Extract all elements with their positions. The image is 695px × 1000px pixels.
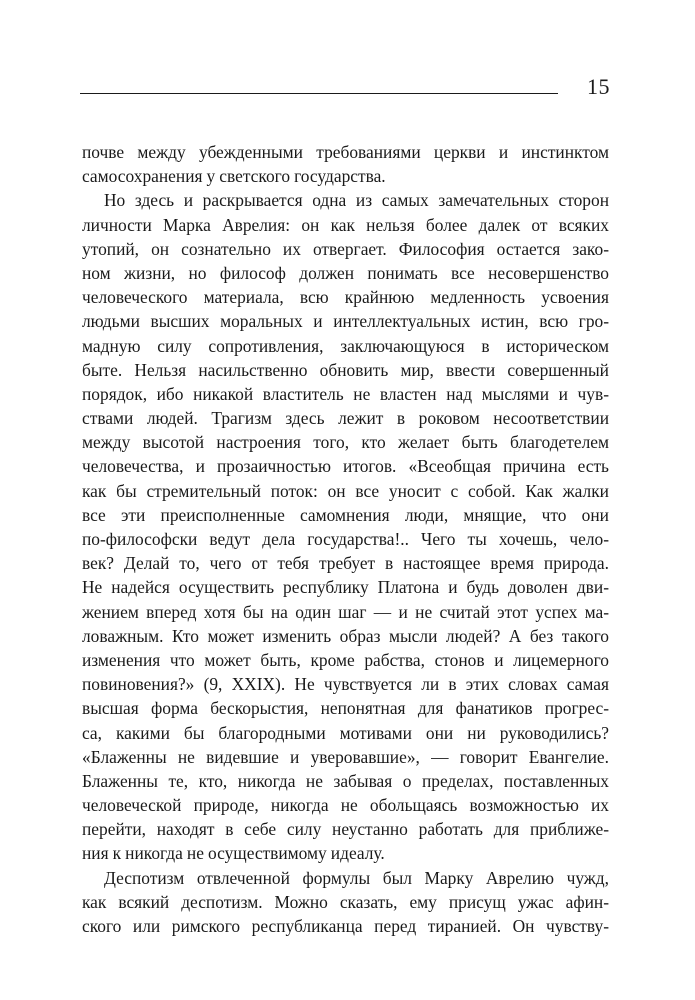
text-line: как бы стремительный поток: он все уносит с собой. Как жалки bbox=[82, 480, 609, 501]
text-line: высшая форма бескорыстия, непонятная для фанатиков прогрес- bbox=[82, 698, 609, 719]
text-line: жением вперед хотя бы на один шаг — и не считай этот успех ма- bbox=[82, 601, 609, 622]
text-line: личности Марка Аврелия: он как нельзя более далек от всяких bbox=[82, 214, 609, 235]
text-line: быте. Нельзя насильственно обновить мир, ввести совершенный bbox=[82, 359, 609, 380]
text-line: Деспотизм отвлеченной формулы был Марку Аврелию чужд, bbox=[104, 867, 609, 888]
text-line: по-философски ведут дела государства!.. Чего ты хочешь, чело- bbox=[82, 529, 609, 549]
text-line: «Блаженны не видевшие и уверовавшие», — говорит Евангелие. bbox=[82, 746, 609, 767]
text-line: ствами людей. Трагизм здесь лежит в роковом несоответствии bbox=[82, 408, 609, 429]
text-line: са, какими бы благородными мотивами они ни руководились? bbox=[82, 722, 609, 743]
text-line: человечества, и прозаичностью итогов. «Всеобщая причина есть bbox=[82, 456, 609, 477]
text-line: человеческого материала, всю крайнюю медленность усвоения bbox=[82, 287, 609, 308]
running-header bbox=[80, 72, 610, 106]
text-line: Но здесь и раскрывается одна из самых замечательных сторон bbox=[104, 190, 609, 211]
text-line: порядок, ибо никакой властитель не властен над мыслями и чув- bbox=[82, 383, 609, 404]
text-line: ловажным. Кто может изменить образ мысли людей? А без такого bbox=[82, 625, 609, 646]
text-line: изменения что может быть, кроме рабства, стонов и лицемерного bbox=[82, 649, 609, 670]
text-line: Не надейся осуществить республику Платона и будь доволен дви- bbox=[82, 577, 609, 598]
text-line: людьми высших моральных и интеллектуальных истин, всю гро- bbox=[82, 311, 609, 332]
text-line: век? Делай то, чего от тебя требует в настоящее время природа. bbox=[82, 553, 609, 574]
text-line: ном жизни, но философ должен понимать все несовершенство bbox=[82, 262, 609, 283]
text-line: Блаженны те, кто, никогда не забывая о пределах, поставленных bbox=[82, 770, 609, 791]
text-line: ского или римского республиканца перед тиранией. Он чувству- bbox=[82, 916, 609, 936]
text-line: между высотой настроения того, кто желает быть благодетелем bbox=[82, 432, 609, 453]
header-rule bbox=[80, 93, 558, 94]
text-line: ния к никогда не осуществимому идеалу. bbox=[82, 843, 385, 864]
text-line: повиновения?» (9, XXIX). Не чувствуется ли в этих словах самая bbox=[82, 674, 609, 695]
text-line: все эти преисполненные самомнения люди, мнящие, что они bbox=[82, 504, 609, 525]
page-number: 15 bbox=[587, 74, 610, 99]
text-line: перейти, находят в себе силу неустанно работать для приближе- bbox=[82, 819, 609, 840]
text-line: почве между убежденными требованиями церкви и инстинктом bbox=[82, 142, 609, 162]
body-text bbox=[82, 140, 609, 938]
text-line: человеческой природе, никогда не обольщаясь возможностью их bbox=[82, 795, 609, 816]
text-line: самосохранения у светского государства. bbox=[82, 166, 386, 187]
text-line: мадную силу сопротивления, заключающуюся в историческом bbox=[82, 335, 609, 356]
text-line: утопий, он сознательно их отвергает. Философия остается зако- bbox=[82, 238, 609, 259]
text-line: как всякий деспотизм. Можно сказать, ему присущ ужас афин- bbox=[82, 891, 609, 912]
